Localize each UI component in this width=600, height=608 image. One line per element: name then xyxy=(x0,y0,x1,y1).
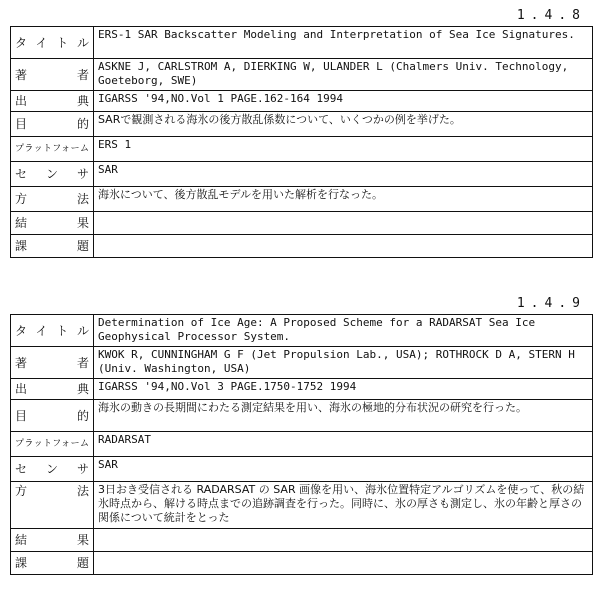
issue-row xyxy=(11,552,593,575)
platform-value: RADARSAT xyxy=(94,432,593,457)
issue-row xyxy=(11,235,593,258)
title-row xyxy=(11,27,593,59)
authors-row xyxy=(11,59,593,91)
purpose-label: 目的 xyxy=(11,400,94,432)
sensor-value: SAR xyxy=(94,162,593,187)
result-value xyxy=(94,212,593,235)
source-value: IGARSS '94,NO.Vol 1 PAGE.162-164 1994 xyxy=(94,91,593,112)
purpose-value: 海氷の動きの長期間にわたる測定結果を用い、海氷の極地的分布状況の研究を行った。 xyxy=(94,400,593,432)
title-value: Determination of Ice Age: A Proposed Scheme for a RADARSAT Sea Ice Geophysical Processor System. xyxy=(94,315,593,347)
result-row xyxy=(11,529,593,552)
sensor-value: SAR xyxy=(94,457,593,482)
result-label: 結果 xyxy=(11,212,94,235)
sensor-label: センサ xyxy=(11,457,94,482)
record-number: 1.4.9 xyxy=(516,296,586,311)
title-label: タイトル xyxy=(11,315,94,347)
record-number: 1.4.8 xyxy=(516,8,586,23)
source-label: 出典 xyxy=(11,379,94,400)
method-row xyxy=(11,482,593,529)
issue-label: 課題 xyxy=(11,235,94,258)
method-label: 方法 xyxy=(11,482,94,529)
source-label: 出典 xyxy=(11,91,94,112)
platform-label: プラットフォーム xyxy=(11,137,94,162)
method-label: 方法 xyxy=(11,187,94,212)
purpose-row xyxy=(11,400,593,432)
issue-value xyxy=(94,235,593,258)
authors-value: ASKNE J, CARLSTROM A, DIERKING W, ULANDER L (Chalmers Univ. Technology, Goeteborg, SWE) xyxy=(94,59,593,91)
purpose-row xyxy=(11,112,593,137)
authors-value: KWOK R, CUNNINGHAM G F (Jet Propulsion Lab., USA); ROTHROCK D A, STERN H (Univ. Washington, USA) xyxy=(94,347,593,379)
authors-label: 著者 xyxy=(11,59,94,91)
authors-row xyxy=(11,347,593,379)
platform-value: ERS 1 xyxy=(94,137,593,162)
result-value xyxy=(94,529,593,552)
record-table xyxy=(10,26,593,258)
method-value: 海氷について、後方散乱モデルを用いた解析を行なった。 xyxy=(94,187,593,212)
sensor-label: センサ xyxy=(11,162,94,187)
source-row xyxy=(11,91,593,112)
sensor-row xyxy=(11,162,593,187)
authors-label: 著者 xyxy=(11,347,94,379)
source-value: IGARSS '94,NO.Vol 3 PAGE.1750-1752 1994 xyxy=(94,379,593,400)
result-row xyxy=(11,212,593,235)
title-row xyxy=(11,315,593,347)
platform-label: プラットフォーム xyxy=(11,432,94,457)
sensor-row xyxy=(11,457,593,482)
title-value: ERS-1 SAR Backscatter Modeling and Interpretation of Sea Ice Signatures. xyxy=(94,27,593,59)
purpose-label: 目的 xyxy=(11,112,94,137)
title-label: タイトル xyxy=(11,27,94,59)
record-table xyxy=(10,314,593,575)
platform-row xyxy=(11,137,593,162)
method-row xyxy=(11,187,593,212)
issue-label: 課題 xyxy=(11,552,94,575)
method-value: 3日おき受信される RADARSAT の SAR 画像を用い、海氷位置特定アルゴリズムを使って、秋の結氷時点から、解ける時点までの追跡調査を行った。同時に、氷の厚さも測定し、氷の年齢と厚さの関係について統計をとった xyxy=(94,482,593,529)
result-label: 結果 xyxy=(11,529,94,552)
purpose-value: SARで観測される海氷の後方散乱係数について、いくつかの例を挙げた。 xyxy=(94,112,593,137)
source-row xyxy=(11,379,593,400)
platform-row xyxy=(11,432,593,457)
issue-value xyxy=(94,552,593,575)
